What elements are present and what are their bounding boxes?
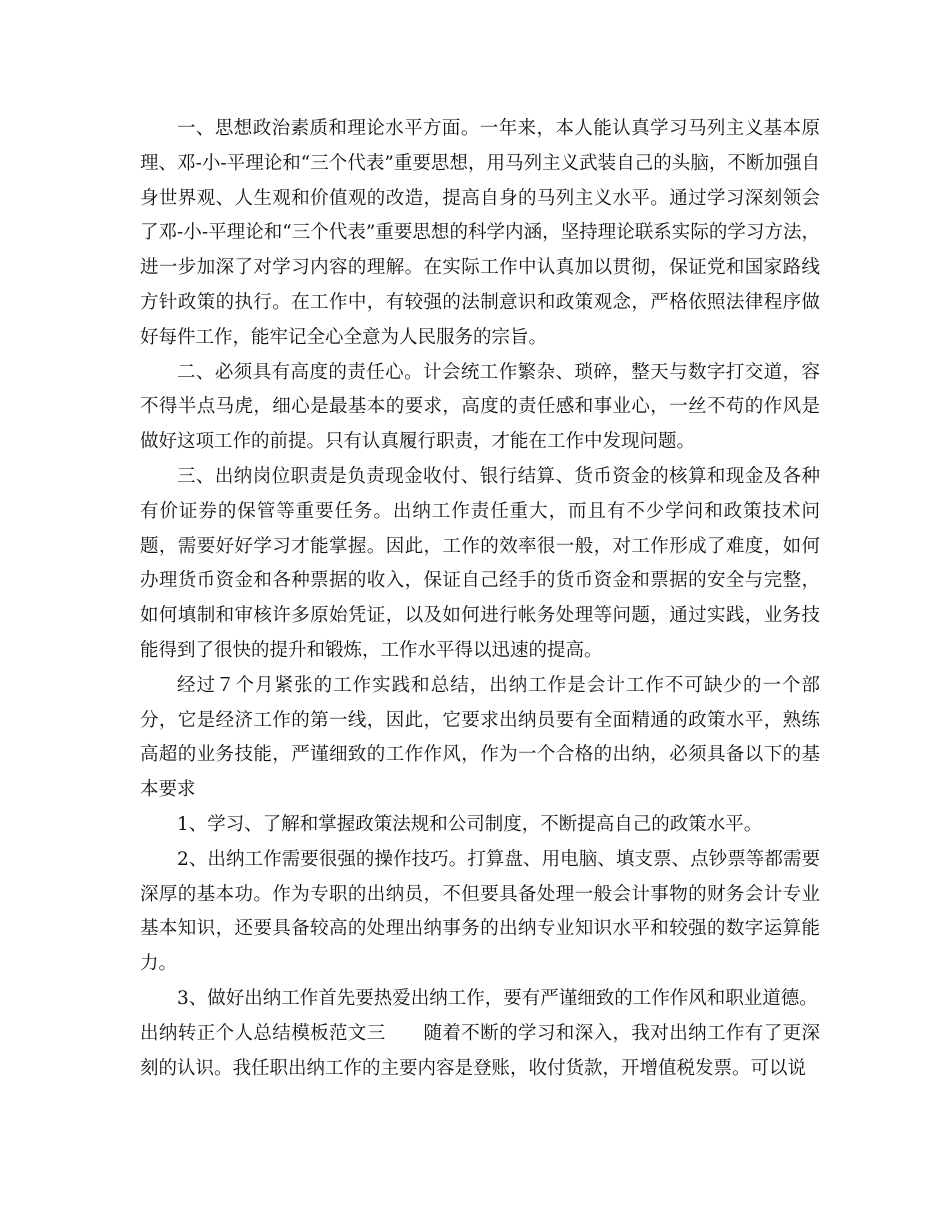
- paragraph-cashier-duties: 三、出纳岗位职责是负责现金收付、银行结算、货币资金的核算和现金及各种有价证券的保管等重要任务。出纳工作责任重大，而且有不少学问和政策技术问题，需要好好学习才能掌握。因此，工作的效率很一般，对工作形成了难度，如何办理货币资金和各种票据的收入，保证自己经手的货币资金和票据的安全与完整，如何填制和审核许多原始凭证，以及如何进行帐务处理等问题，通过实践，业务技能得到了很快的提升和锻炼，工作水平得以迅速的提高。: [140, 465, 820, 661]
- paragraph-seven-months-summary: 经过７个月紧张的工作实践和总结，出纳工作是会计工作不可缺少的一个部分，它是经济工作的第一线，因此，它要求出纳员要有全面精通的政策水平，熟练高超的业务技能，严谨细致的工作作风，作为一个合格的出纳，必须具备以下的基本要求: [140, 674, 820, 801]
- list-item-operation-skills: 2、出纳工作需要很强的操作技巧。打算盘、用电脑、填支票、点钞票等都需要深厚的基本功。作为专职的出纳员，不但要具备处理一般会计事物的财务会计专业基本知识，还要具备较高的处理出纳事务的出纳专业知识水平和较强的数字运算能力。: [140, 848, 820, 975]
- paragraph-political-quality: 一、思想政治素质和理论水平方面。一年来，本人能认真学习马列主义基本原理、邓-小-平理论和“三个代表”重要思想，用马列主义武装自己的头脑，不断加强自身世界观、人生观和价值观的改造，提高自身的马列主义水平。通过学习深刻领会了邓-小-平理论和“三个代表”重要思想的科学内涵，坚持理论联系实际的学习方法，进一步加深了对学习内容的理解。在实际工作中认真加以贯彻，保证党和国家路线方针政策的执行。在工作中，有较强的法制意识和政策观念，严格依照法律程序做好每件工作，能牢记全心全意为人民服务的宗旨。: [140, 118, 820, 348]
- paragraph-template-three: 出纳转正个人总结模板范文三 随着不断的学习和深入，我对出纳工作有了更深刻的认识。我任职出纳工作的主要内容是登账，收付货款，开增值税发票。可以说: [140, 1022, 820, 1079]
- paragraph-responsibility: 二、必须具有高度的责任心。计会统工作繁杂、琐碎，整天与数字打交道，容不得半点马虎，细心是最基本的要求，高度的责任感和事业心，一丝不苟的作风是做好这项工作的前提。只有认真履行职责，才能在工作中发现问题。: [140, 361, 820, 453]
- document-body: [140, 112, 820, 1086]
- list-item-love-work: 3、做好出纳工作首先要热爱出纳工作，要有严谨细致的工作作风和职业道德。: [177, 987, 818, 1009]
- list-item-policy-learning: 1、学习、了解和掌握政策法规和公司制度，不断提高自己的政策水平。: [177, 813, 763, 835]
